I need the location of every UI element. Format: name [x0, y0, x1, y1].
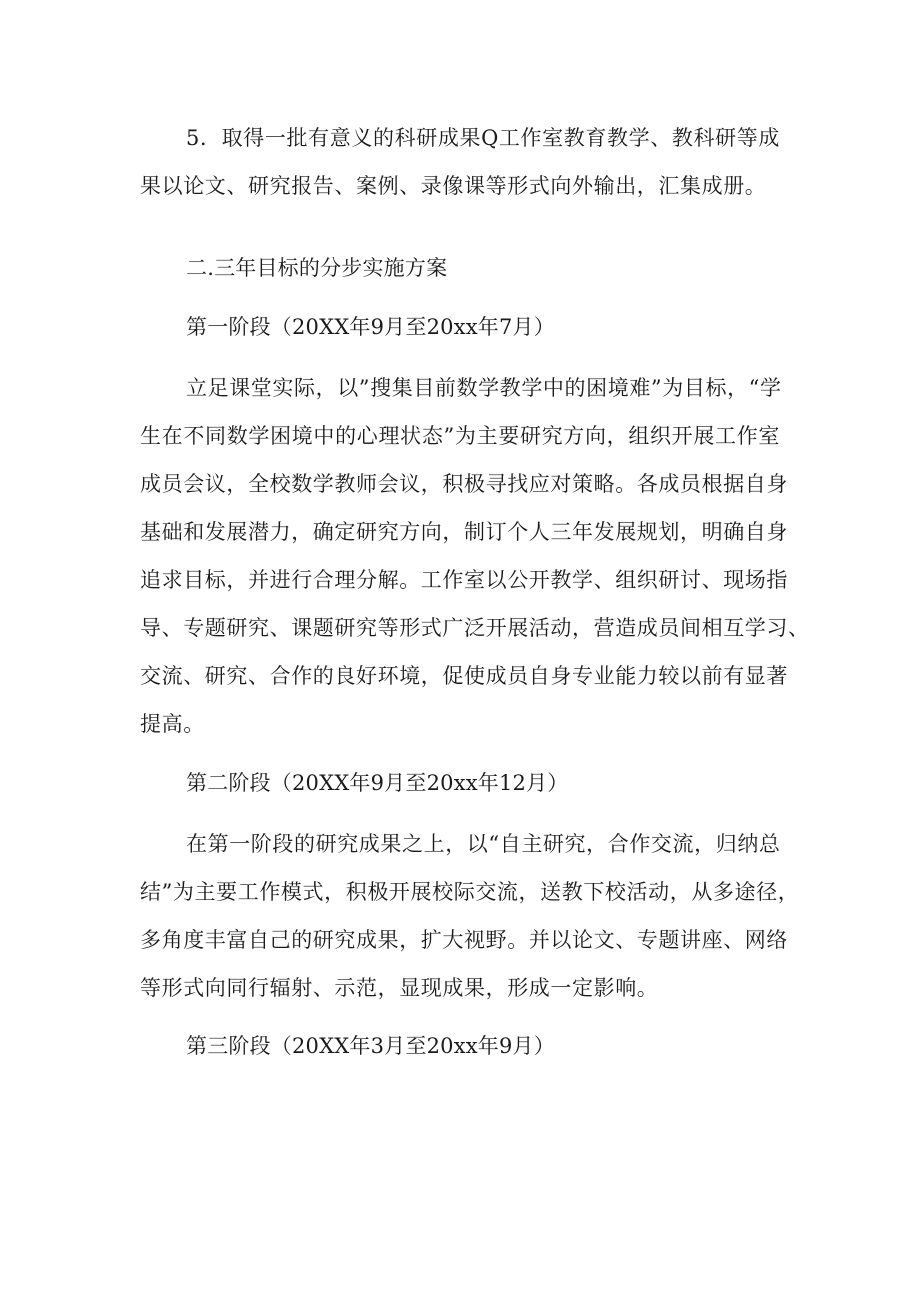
stage-2-line: 多角度丰富自己的研究成果，扩大视野。并以论文、专题讲座、网络	[140, 928, 788, 952]
stage-1-title: 第一阶段（20XX年9月至20xx年7月）	[186, 315, 555, 339]
stage-2-line: 在第一阶段的研究成果之上，以“自主研究，合作交流，归纳总	[186, 832, 781, 856]
section-2-title: 二.三年目标的分步实施方案	[186, 256, 448, 280]
stage-2-title: 第二阶段（20XX年9月至20xx年12月）	[186, 771, 569, 795]
stage-2-line: 结”为主要工作模式，积极开展校际交流，送教下校活动，从多途径，	[140, 880, 800, 904]
stage-2-line: 等形式向同行辐射、示范，显现成果，形成一定影响。	[140, 976, 659, 1000]
item5-line-2: 果以论文、研究报告、案例、录像课等形式向外输出，汇集成册。	[140, 174, 767, 198]
stage-1-line: 立足课堂实际，以”搜集目前数学教学中的困境难”为目标，“学	[186, 376, 782, 400]
stage-1-line: 追求目标，并进行合理分解。工作室以公开教学、组织研讨、现场指	[140, 568, 788, 592]
stage-1-line: 成员会议，全校数学教师会议，积极寻找应对策略。各成员根据自身	[140, 472, 788, 496]
stage-3-title: 第三阶段（20XX年3月至20xx年9月）	[186, 1034, 555, 1058]
stage-1-line: 生在不同数学困境中的心理状态”为主要研究方向，组织开展工作室	[140, 424, 780, 448]
stage-1-line: 基础和发展潜力，确定研究方向，制订个人三年发展规划，明确自身	[140, 520, 788, 544]
stage-1-line: 导、专题研究、课题研究等形式广泛开展活动，营造成员间相互学习、	[140, 616, 810, 640]
stage-1-line: 交流、研究、合作的良好环境，促使成员自身专业能力较以前有显著	[140, 664, 788, 688]
stage-1-line: 提高。	[140, 712, 205, 736]
item5-line-1: 5．取得一批有意义的科研成果Q工作室教育教学、教科研等成	[186, 126, 780, 150]
